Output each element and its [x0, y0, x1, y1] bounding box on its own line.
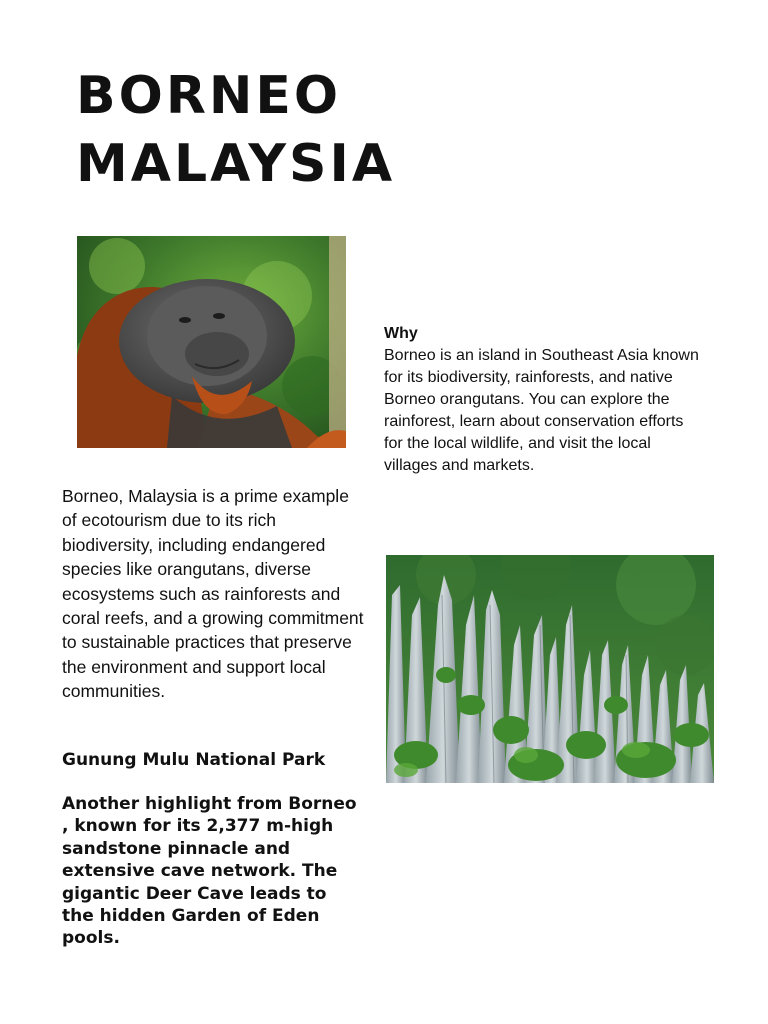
title-line-1: BORNEO — [76, 66, 342, 126]
why-body: Borneo is an island in Southeast Asia known for its biodiversity, rainforests, and native Borneo orangutans. You can explore the rainforest, learn about conservation efforts for the local wildlife, and visit the local villages and markets. — [384, 347, 699, 474]
orangutan-illustration — [77, 236, 346, 448]
pinnacles-illustration — [386, 555, 714, 783]
page-title — [76, 62, 395, 198]
why-heading: Why — [384, 325, 418, 342]
why-section — [384, 323, 704, 477]
limestone-pinnacles-photo — [386, 555, 714, 783]
orangutan-photo — [77, 236, 346, 448]
park-heading: Gunung Mulu National Park — [62, 750, 326, 770]
park-description: Another highlight from Borneo , known for its 2,377 m-high sandstone pinnacle and extensive cave network. The gigantic Deer Cave leads to the hidden Garden of Eden pools. — [62, 794, 357, 949]
title-line-2: MALAYSIA — [76, 134, 396, 194]
intro-paragraph: Borneo, Malaysia is a prime example of ecotourism due to its rich biodiversity, including endangered species like orangutans, diverse ecosystems such as rainforests and coral reefs, and a growing commitment to sustainable practices that preserve the environment and support local communities. — [62, 486, 364, 702]
